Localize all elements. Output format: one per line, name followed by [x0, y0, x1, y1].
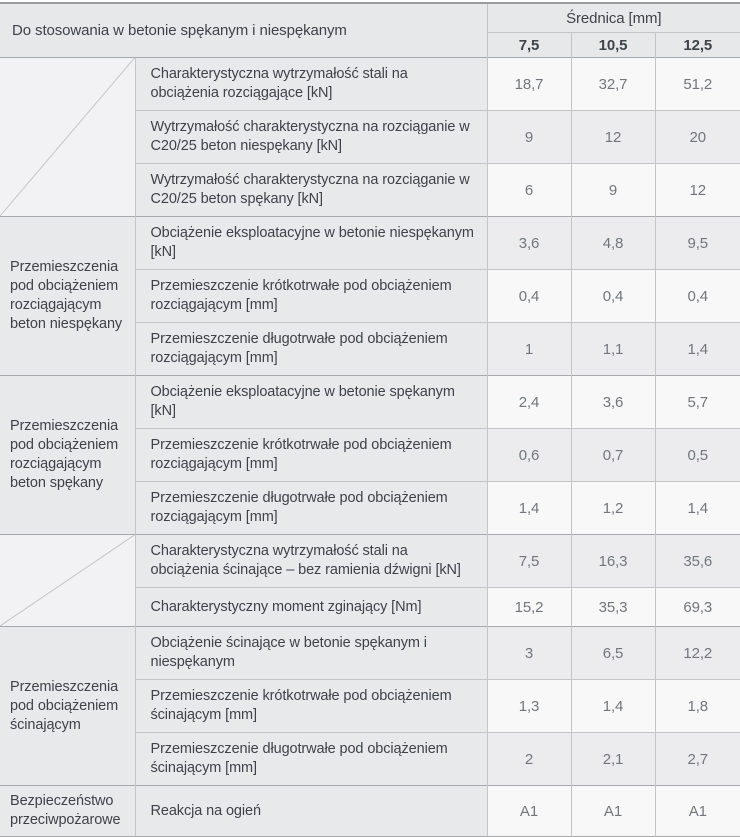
table-row	[0, 535, 740, 588]
table-row	[0, 786, 740, 837]
row-description: Przemieszczenie długotrwałe pod obciążeniem ścinającym [mm]	[135, 733, 487, 786]
group-label: Bezpieczeństwo przeciwpożarowe	[0, 786, 135, 837]
row-description: Przemieszczenie krótkotrwałe pod obciążeniem rozciągającym [mm]	[135, 270, 487, 323]
value-cell: 3	[487, 627, 571, 680]
row-description: Reakcja na ogień	[135, 786, 487, 837]
not-applicable-diagonal-cell	[0, 535, 135, 627]
value-cell: 1,4	[655, 323, 740, 376]
value-cell: 35,6	[655, 535, 740, 588]
value-cell: 4,8	[571, 217, 655, 270]
value-cell: 9,5	[655, 217, 740, 270]
spec-table	[0, 2, 740, 837]
group-label: Przemieszczenia pod obciążeniem rozciągającym beton spękany	[0, 376, 135, 535]
row-description: Przemieszczenie długotrwałe pod obciążeniem rozciągającym [mm]	[135, 323, 487, 376]
value-cell: 0,4	[487, 270, 571, 323]
value-cell: 69,3	[655, 588, 740, 627]
value-cell: 1,4	[571, 680, 655, 733]
value-cell: 9	[571, 164, 655, 217]
value-cell: 6	[487, 164, 571, 217]
value-cell: 0,5	[655, 429, 740, 482]
group-label: Przemieszczenia pod obciążeniem ścinającym	[0, 627, 135, 786]
value-cell: 1,4	[487, 482, 571, 535]
value-cell: 12	[655, 164, 740, 217]
table-title: Do stosowania w betonie spękanym i niespękanym	[0, 3, 487, 58]
diameter-header: Średnica [mm]	[487, 3, 740, 33]
value-cell: 7,5	[487, 535, 571, 588]
row-description: Przemieszczenie krótkotrwałe pod obciążeniem rozciągającym [mm]	[135, 429, 487, 482]
row-description: Wytrzymałość charakterystyczna na rozciąganie w C20/25 beton niespękany [kN]	[135, 111, 487, 164]
value-cell: 35,3	[571, 588, 655, 627]
table-row	[0, 627, 740, 680]
row-description: Charakterystyczny moment zginający [Nm]	[135, 588, 487, 627]
value-cell: 6,5	[571, 627, 655, 680]
table-header	[0, 3, 740, 58]
diagonal-line	[0, 535, 135, 626]
value-cell: 2,4	[487, 376, 571, 429]
value-cell: A1	[655, 786, 740, 837]
value-cell: 3,6	[571, 376, 655, 429]
value-cell: A1	[571, 786, 655, 837]
diameter-col-2: 10,5	[571, 33, 655, 58]
row-description: Obciążenie eksploatacyjne w betonie spękanym [kN]	[135, 376, 487, 429]
value-cell: 1	[487, 323, 571, 376]
value-cell: 0,4	[655, 270, 740, 323]
value-cell: A1	[487, 786, 571, 837]
row-description: Charakterystyczna wytrzymałość stali na obciążenia ścinające – bez ramienia dźwigni [kN]	[135, 535, 487, 588]
diameter-col-3: 12,5	[655, 33, 740, 58]
value-cell: 5,7	[655, 376, 740, 429]
table-row	[0, 217, 740, 270]
value-cell: 12	[571, 111, 655, 164]
value-cell: 2,7	[655, 733, 740, 786]
group-label: Przemieszczenia pod obciążeniem rozciągającym beton niespękany	[0, 217, 135, 376]
value-cell: 12,2	[655, 627, 740, 680]
row-description: Obciążenie eksploatacyjne w betonie niespękanym [kN]	[135, 217, 487, 270]
not-applicable-diagonal-cell	[0, 58, 135, 217]
value-cell: 32,7	[571, 58, 655, 111]
table-row	[0, 58, 740, 111]
value-cell: 51,2	[655, 58, 740, 111]
row-description: Obciążenie ścinające w betonie spękanym i niespękanym	[135, 627, 487, 680]
value-cell: 20	[655, 111, 740, 164]
value-cell: 9	[487, 111, 571, 164]
value-cell: 15,2	[487, 588, 571, 627]
value-cell: 1,1	[571, 323, 655, 376]
row-description: Charakterystyczna wytrzymałość stali na obciążenia rozciągające [kN]	[135, 58, 487, 111]
value-cell: 1,3	[487, 680, 571, 733]
value-cell: 16,3	[571, 535, 655, 588]
value-cell: 1,2	[571, 482, 655, 535]
diameter-col-1: 7,5	[487, 33, 571, 58]
value-cell: 18,7	[487, 58, 571, 111]
value-cell: 2	[487, 733, 571, 786]
value-cell: 0,6	[487, 429, 571, 482]
row-description: Przemieszczenie długotrwałe pod obciążeniem rozciągającym [mm]	[135, 482, 487, 535]
row-description: Przemieszczenie krótkotrwałe pod obciążeniem ścinającym [mm]	[135, 680, 487, 733]
table-row	[0, 376, 740, 429]
value-cell: 1,4	[655, 482, 740, 535]
row-description: Wytrzymałość charakterystyczna na rozciąganie w C20/25 beton spękany [kN]	[135, 164, 487, 217]
value-cell: 1,8	[655, 680, 740, 733]
table-body	[0, 58, 740, 837]
value-cell: 0,7	[571, 429, 655, 482]
diagonal-line	[0, 58, 135, 216]
value-cell: 0,4	[571, 270, 655, 323]
value-cell: 3,6	[487, 217, 571, 270]
value-cell: 2,1	[571, 733, 655, 786]
